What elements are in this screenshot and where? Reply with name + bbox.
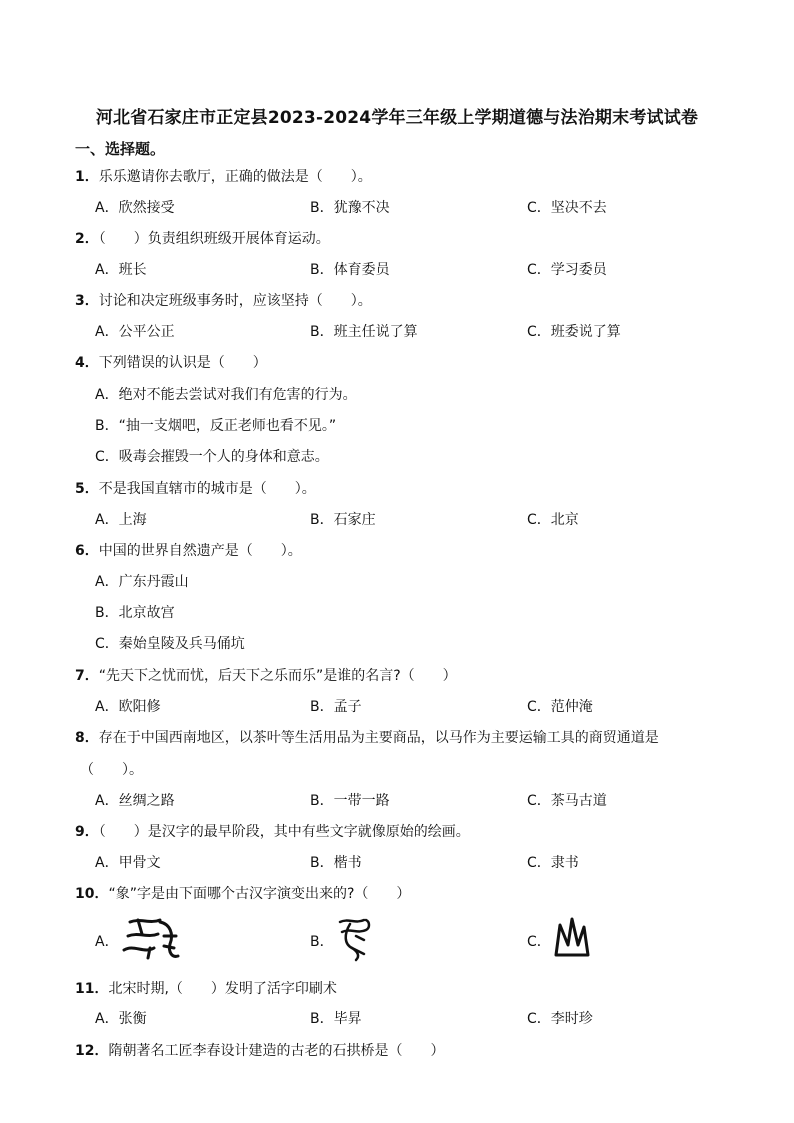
option-b: B．北京故宫 <box>95 605 175 621</box>
option-a: A． <box>95 934 119 950</box>
question-text: “象”字是由下面哪个古汉字演变出来的?（ ） <box>108 886 411 902</box>
question-4 <box>75 352 267 372</box>
option-a: A．上海 <box>95 512 147 528</box>
option-c: C．学习委员 <box>527 262 607 278</box>
question-1 <box>75 166 372 186</box>
option-a: A．欣然接受 <box>95 200 175 216</box>
exam-title: 河北省石家庄市正定县2023-2024学年三年级上学期道德与法治期末考试试卷 <box>95 108 699 128</box>
option-c: C．隶书 <box>527 855 579 871</box>
option-b: B．楷书 <box>310 855 362 871</box>
option-c: C．北京 <box>527 512 579 528</box>
option-b: B．体育委员 <box>310 262 390 278</box>
question-9 <box>75 821 470 841</box>
q11-option-a: A．张衡 <box>95 1011 147 1027</box>
question-text: “先天下之忧而忧，后天下之乐而乐”是谁的名言?（ ） <box>98 668 457 684</box>
option-b: B．“抽一支烟吧，反正老师也看不见。” <box>95 418 337 434</box>
question-text: 不是我国直辖市的城市是（ ）。 <box>98 481 316 497</box>
section-heading: 一、选择题。 <box>75 140 166 158</box>
ancient-elephant-glyph-a-icon <box>120 914 184 964</box>
question-3 <box>75 290 372 310</box>
question-number: 2． <box>75 231 99 247</box>
option-a: A．绝对不能去尝试对我们有危害的行为。 <box>95 387 357 403</box>
option-b: B．石家庄 <box>310 512 376 528</box>
question-number: 4． <box>75 355 99 371</box>
question-8-continuation: （ ）。 <box>80 762 143 778</box>
question-number: 1． <box>75 169 99 185</box>
option-c: C．坚决不去 <box>527 200 607 216</box>
question-text: 乐乐邀请你去歌厅，正确的做法是（ ）。 <box>98 169 372 185</box>
question-text: 中国的世界自然遗产是（ ）。 <box>98 543 302 559</box>
question-number: 9． <box>75 824 99 840</box>
option-c: C．秦始皇陵及兵马俑坑 <box>95 636 245 652</box>
option-c: C． <box>527 934 551 950</box>
question-number: 3． <box>75 293 99 309</box>
question-text: （ ）负责组织班级开展体育运动。 <box>98 231 330 247</box>
question-11 <box>75 978 337 998</box>
q11-option-b: B．毕昇 <box>310 1011 362 1027</box>
option-c: C．班委说了算 <box>527 324 621 340</box>
option-b: B． <box>310 934 334 950</box>
option-a: A．广东丹霞山 <box>95 574 189 590</box>
question-text: 隋朝著名工匠李春设计建造的古老的石拱桥是（ ） <box>108 1043 445 1059</box>
option-b: B．一带一路 <box>310 793 390 809</box>
question-number: 7． <box>75 668 99 684</box>
question-number: 6． <box>75 543 99 559</box>
option-c: C．范仲淹 <box>527 699 593 715</box>
q11-option-c: C．李时珍 <box>527 1011 593 1027</box>
option-a: A．丝绸之路 <box>95 793 175 809</box>
question-10 <box>75 883 410 903</box>
ancient-elephant-glyph-c-icon <box>552 915 592 959</box>
option-a: A．甲骨文 <box>95 855 161 871</box>
question-5 <box>75 478 316 498</box>
question-number: 5． <box>75 481 99 497</box>
option-a: A．公平公正 <box>95 324 175 340</box>
question-text: 存在于中国西南地区，以茶叶等生活用品为主要商品，以马作为主要运输工具的商贸通道是 <box>98 730 659 746</box>
question-6 <box>75 540 302 560</box>
question-text: 下列错误的认识是（ ） <box>98 355 267 371</box>
question-text: 北宋时期,（ ）发明了活字印刷术 <box>108 981 337 997</box>
question-2 <box>75 228 330 248</box>
question-7 <box>75 665 457 685</box>
question-number: 12． <box>75 1043 109 1059</box>
question-number: 8． <box>75 730 99 746</box>
option-b: B．孟子 <box>310 699 362 715</box>
option-a: A．班长 <box>95 262 147 278</box>
option-c: C．茶马古道 <box>527 793 607 809</box>
ancient-elephant-glyph-b-icon <box>334 914 374 964</box>
question-8 <box>75 727 659 747</box>
question-12 <box>75 1040 444 1060</box>
question-text: （ ）是汉字的最早阶段，其中有些文字就像原始的绘画。 <box>98 824 470 840</box>
option-b: B．班主任说了算 <box>310 324 418 340</box>
question-text: 讨论和决定班级事务时，应该坚持（ ）。 <box>98 293 372 309</box>
option-c: C．吸毒会摧毁一个人的身体和意志。 <box>95 449 329 465</box>
option-a: A．欧阳修 <box>95 699 161 715</box>
question-number: 10． <box>75 886 109 902</box>
option-b: B．犹豫不决 <box>310 200 390 216</box>
question-number: 11． <box>75 981 109 997</box>
